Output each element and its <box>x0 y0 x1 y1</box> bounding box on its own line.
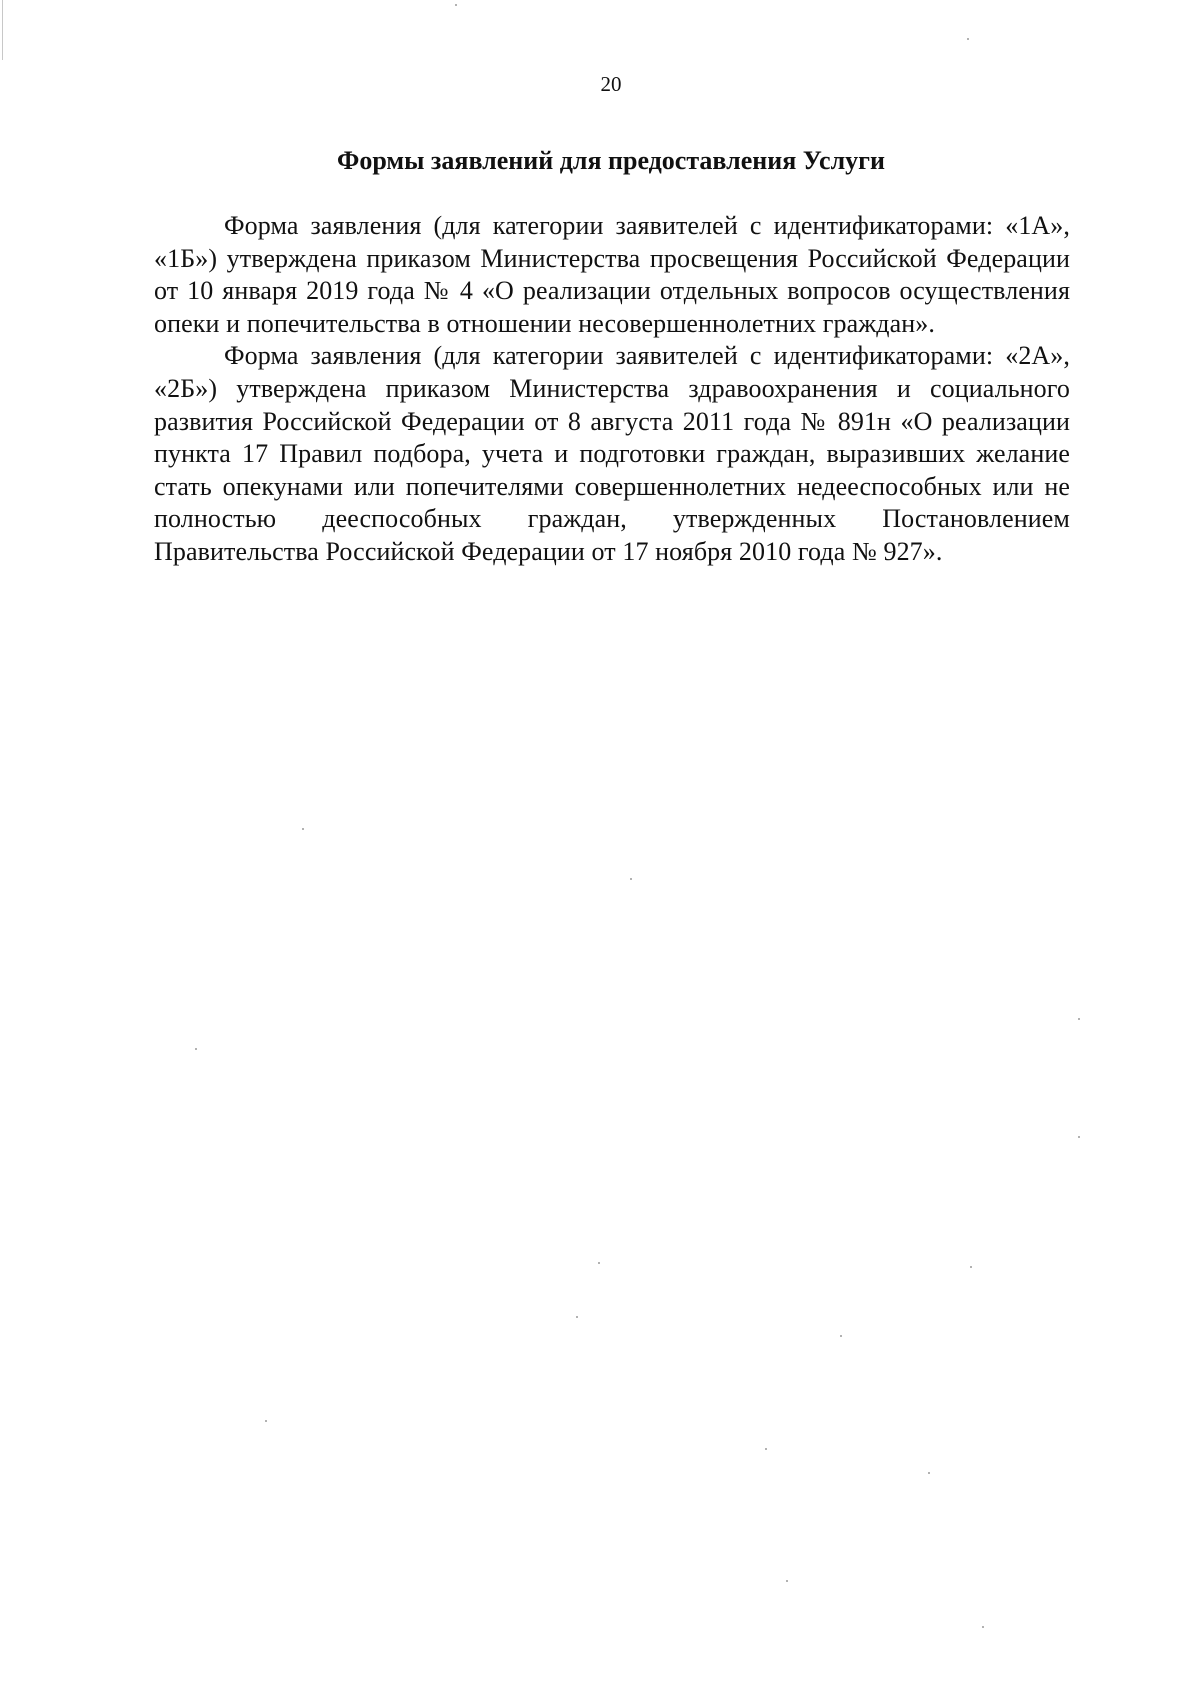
page-number: 20 <box>600 72 622 96</box>
scan-speck <box>598 1262 600 1264</box>
document-body <box>154 210 1070 569</box>
scan-edge-line <box>2 0 3 60</box>
scan-speck <box>786 1580 788 1582</box>
paragraph-form-2: Форма заявления (для категории заявителей с идентификаторами: «2А», «2Б») утверждена приказом Министерства здравоохранения и социального развития Российской Федерации от 8 августа 2011 года № 891н «О реализации пункта 17 Правил подбора, учета и подготовки граждан, выразивших желание стать опекунами или попечителями совершеннолетних недееспособных или не полностью дееспособных граждан, утвержденных Постановлением Правительства Российской Федерации от 17 ноября 2010 года № 927». <box>154 341 1070 566</box>
scan-speck <box>1078 1136 1080 1138</box>
scan-speck <box>265 1420 267 1422</box>
page-title: Формы заявлений для предоставления Услуги <box>337 146 885 175</box>
paragraph-form-1: Форма заявления (для категории заявителей с идентификаторами: «1А», «1Б») утверждена приказом Министерства просвещения Российской Федерации от 10 января 2019 года № 4 «О реализации отдельных вопросов осуществления опеки и попечительства в отношении несовершеннолетних граждан». <box>154 211 1070 338</box>
scan-speck <box>967 38 969 40</box>
scan-speck <box>765 1448 767 1450</box>
scan-speck <box>302 828 304 830</box>
scan-speck <box>1078 1018 1080 1020</box>
scan-speck <box>970 1266 972 1268</box>
scan-speck <box>928 1472 930 1474</box>
scan-speck <box>576 1316 578 1318</box>
scan-speck <box>840 1335 842 1337</box>
scan-speck <box>195 1048 197 1050</box>
scan-speck <box>630 878 632 880</box>
scan-speck <box>455 4 457 6</box>
scan-speck <box>982 1626 984 1628</box>
